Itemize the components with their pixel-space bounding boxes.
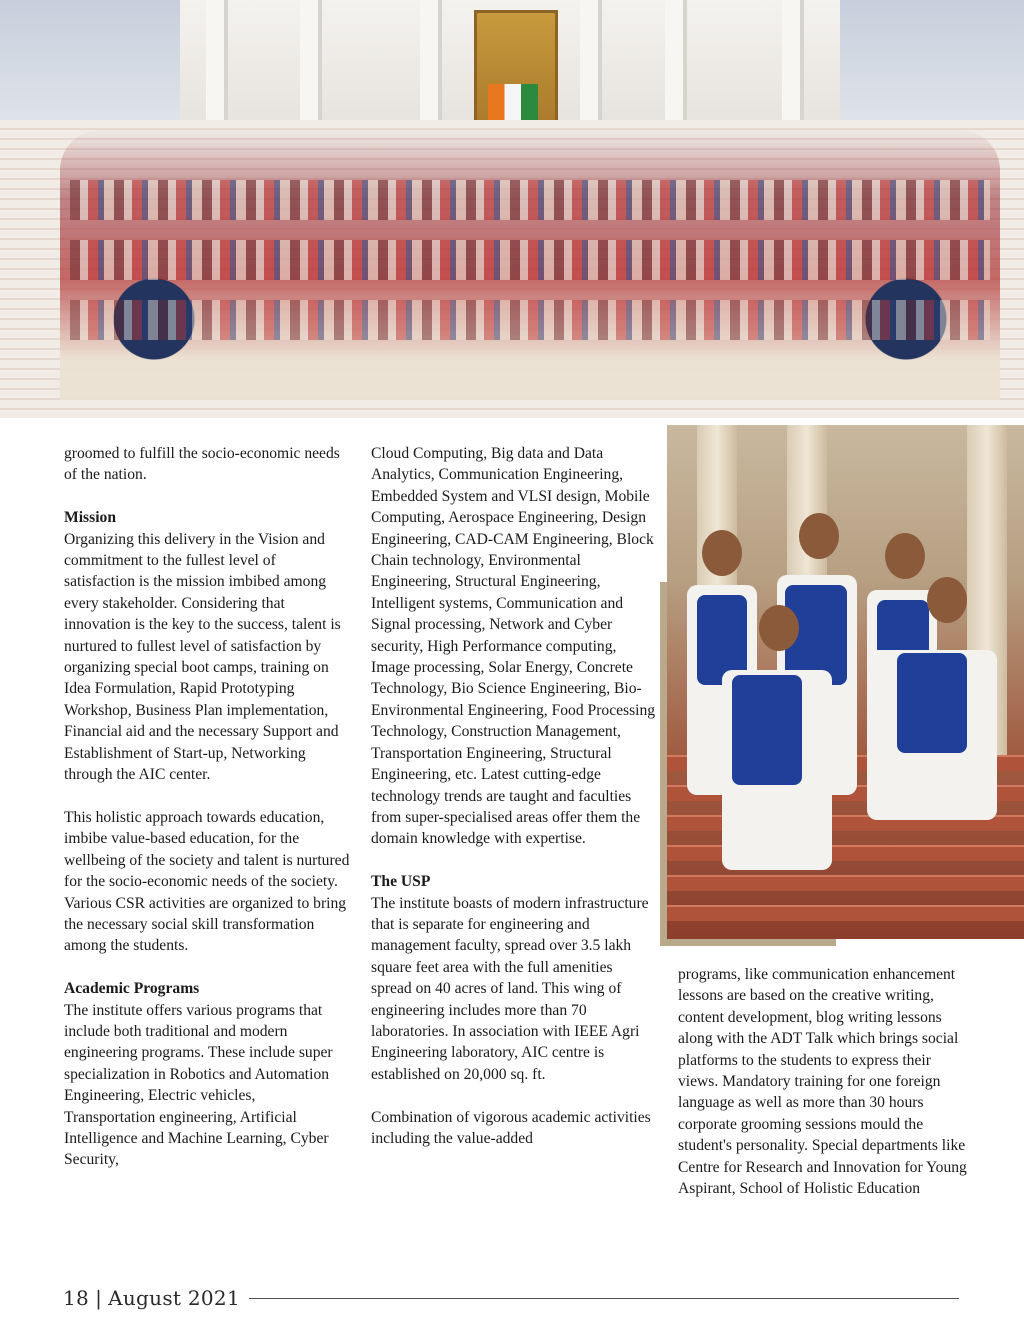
usp-text: The institute boasts of modern infrastructure that is separate for engineering and management faculty, spread over 3.5 lakh square feet area with the full amenities spread on 40 acres of land. This wing of engineering includes more than 70 laboratories. In association with IEEE Agri Engineering laboratory, AIC centre is established on 20,000 sq. ft. xyxy=(371,894,649,1083)
page-number: 18 xyxy=(63,1286,90,1310)
text-column-1 xyxy=(64,443,350,1192)
paragraph: Cloud Computing, Big data and Data Analytics, Communication Engineering, Embedded System and VLSI design, Mobile Computing, Aerospace Engineering, Design Engineering, CAD-CAM Engineering, Block Chain technology, Environmental Engineering, Structural Engineering, Intelligent systems, Communication and Signal processing, Network and Cyber security, High Performance computing, Image processing, Solar Energy, Concrete Technology, Bio Science Engineering, Bio-Environmental Engineering, Food Processing Technology, Construction Management, Transportation Engineering, Structural Engineering, etc. Latest cutting-edge technology trends are taught and faculties from super-specialised areas offer them the domain knowledge with expertise. xyxy=(371,445,656,848)
folio xyxy=(63,1286,240,1310)
academic-programs-text: The institute offers various programs that include both traditional and modern engineering programs. These include super specialization in Robotics and Automation Engineering, Electric vehicles, Transportation engineering, Artificial Intelligence and Machine Learning, Cyber Security, xyxy=(64,1001,333,1169)
academic-programs-heading: Academic Programs xyxy=(64,980,200,998)
paragraph: Combination of vigorous academic activities including the value-added xyxy=(371,1108,651,1147)
academic-section xyxy=(64,978,350,1171)
mission-heading: Mission xyxy=(64,509,116,527)
paragraph: groomed to fulfill the socio-economic needs of the nation. xyxy=(64,445,340,484)
mission-section xyxy=(64,507,350,785)
paragraph: programs, like communication enhancement lessons are based on the creative writing, content development, blog writing lessons along with the ADT Talk which brings social platforms to the students to express their views. Mandatory training for one foreign language as well as more than 30 hours corporate grooming sessions mould the student's personality. Special departments like Centre for Research and Innovation for Young Aspirant, School of Holistic Education xyxy=(678,966,967,1198)
issue-date: August 2021 xyxy=(108,1286,240,1310)
group-photo xyxy=(0,0,1024,418)
students-photo xyxy=(667,425,1024,939)
usp-heading: The USP xyxy=(371,873,431,891)
text-column-3 xyxy=(678,964,968,1221)
footer-rule xyxy=(249,1298,959,1299)
mission-text: Organizing this delivery in the Vision and commitment to the fullest level of satisfaction is the mission imbibed among every stakeholder. Considering that innovation is the key to the success, talent is nurtured to fullest level of satisfaction by organizing special boot camps, training on Idea Formulation, Rapid Prototyping Workshop, Business Plan implementation, Financial aid and the necessary Support and Establishment of Start-up, Networking through the AIC center. xyxy=(64,530,341,784)
folio-separator: | xyxy=(95,1286,103,1310)
text-column-2 xyxy=(371,443,657,1171)
page-footer xyxy=(63,1286,963,1310)
paragraph: This holistic approach towards education, imbibe value-based education, for the wellbeing of the society and talent is nurtured for the socio-economic needs of the society. Various CSR activities are organized to bring the necessary social skill transformation among the students. xyxy=(64,808,350,955)
usp-section xyxy=(371,871,657,1085)
